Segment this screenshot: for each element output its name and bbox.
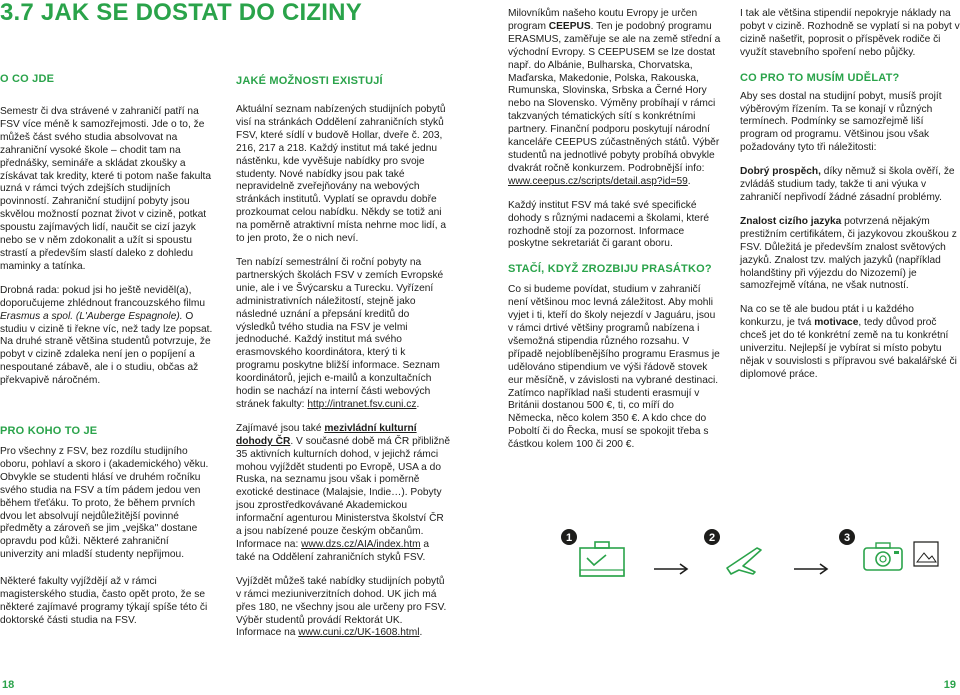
paragraph: Aktuální seznam nabízených studijních pobytů visí na stránkách Oddělení zahraničních styků FSV, které sídlí v budově Hollar, dveře č. 203, 216, 217 a 218. Každý institut má také jednu nástěnku, kde vyvěšuje nabídky pro svoje studenty. Nové nabídky jsou pak také nepravidelně zveřejňovány na webových stránkách institutů. Vyplatí se opravdu dobře prozkoumat celou nabídku. Někdy se totiž ani na poměrně atraktivní místa nehrne moc lidí, a to jen proto, že o nich neví. bbox=[236, 104, 447, 245]
step-number: 2 bbox=[708, 532, 716, 544]
step-number: 1 bbox=[565, 532, 573, 544]
paragraph: Ten nabízí semestrální či roční pobyty na partnerských školách FSV v zemích Evropské unie, ale i ve Švýcarsku a Turecku. Vyřízení administrativních náležitostí, stejně jako následné uznání a přepsání kreditů do výsledků tvého studia na FSV je velmi jednoduché. Každý institut má svého erasmovského koordinátora, který ti k programu poskytne bližší informace. Seznam koordinátorů, jejich e-mailů a konzultačních hodin se nachází na interní části webových stránek fakulty: http://intranet.fsv.cuni.cz. bbox=[236, 256, 444, 410]
paragraph: Na co se tě ale budou ptát i u každého konkurzu, je tvá motivace, tedy důvod proč chceš jet do té konkrétní země na tu konkrétní univerzitu. Nejlepší je vybírat si místo pobytu nějak v souvislosti s přípravou své bakalářské či diplomové práce. bbox=[740, 304, 957, 380]
paragraph: Aby ses dostal na studijní pobyt, musíš projít výběrovým řízením. Ta se konají v různých termínech. Podmínky se samozřejmě liší program od programu. Většinou jsou však požadovány tyto tři náležitosti: bbox=[740, 90, 942, 154]
suitcase-icon bbox=[560, 528, 650, 594]
heading-pro-koho-to-je: PRO KOHO TO JE bbox=[0, 425, 98, 438]
paragraph: Dobrý prospěch, díky němuž si škola ověří, že zvládáš studium tady, takže ti ani výuka v zahraničí nepřivodí žádné zásadní problémy. bbox=[740, 166, 955, 203]
heading-jake-moznosti: JAKÉ MOŽNOSTI EXISTUJÍ bbox=[236, 75, 383, 87]
paragraph: Drobná rada: pokud jsi ho ještě neviděl(a), doporučujeme zhlédnout francouzského filmu Erasmus a spol. (L'Auberge Espagnole). O studiu v cizině ti řekne víc, než tady lze popsat. Na druhé straně většina studentů potvrzuje, že pobyt v cizině zdaleka není jen o popíjení a nespoutané zábavě, ale i o studiu, občas až překvapivě náročném. bbox=[0, 284, 213, 387]
column-4 bbox=[740, 8, 960, 393]
dzs-link[interactable]: www.dzs.cz/AIA/index.htm bbox=[301, 539, 421, 550]
paragraph: Semestr či dva strávené v zahraničí patří na FSV více méně k samozřejmosti. Jde o to, že můžeš část svého studia absolvovat na zahraniční vysoké škole – chodit tam na přednášky, semináře a skládat zkoušky a získávat tak kredity, které ti potom naše fakulta uzná v rámci tvých zdejších studijních povinností. Zahraniční studijní pobyty jsou skvělou možností poznat život v cizině, potkat spoustu zajímavých lidí, naučit se cizí jazyk nebo se v něm zdokonalit a užít si spoustu strastí a především slastí daleko z dohledu maminky a tatínka. bbox=[0, 106, 212, 272]
paragraph: Znalost cizího jazyka potvrzená nějakým prestižním certifikátem, či jazykovou zkouškou z FSV. Důležitá je především znalost světových jazyků. Znalost tzv. malých jazyků (například holandštiny při výjezdu do Nizozemí) je samozřejmě vítána, ne však nutností. bbox=[740, 215, 957, 292]
page-number-left: 18 bbox=[2, 679, 15, 691]
paragraph: Některé fakulty vyjíždějí až v rámci magisterského studia, často opět proto, že se některé zajímavé programy týkají spíše této či doktorské části studia na FSV. bbox=[0, 576, 208, 626]
step-number: 3 bbox=[843, 532, 851, 544]
heading-co-pro-to-musim: CO PRO TO MUSÍM UDĚLAT? bbox=[740, 71, 900, 84]
cuni-link[interactable]: www.cuni.cz/UK-1608.html bbox=[298, 627, 420, 639]
arrow-icon bbox=[654, 563, 690, 575]
heading-staci-kdyz: STAČÍ, KDYŽ ZROZBIJU PRASÁTKO? bbox=[508, 263, 712, 276]
step-2 bbox=[703, 528, 793, 594]
paragraph: Každý institut FSV má také své specifické dohody s různými nadacemi a školami, které rozhodně stojí za pozornost. Informace poskytne sekretariát či garant oboru. bbox=[508, 199, 710, 250]
step-3 bbox=[838, 528, 948, 594]
paragraph: Milovníkům našeho koutu Evropy je určen program CEEPUS. Ten je podobný programu ERASMUS, zaměřuje se ale na země střední a východní Evropy. S CEEPUSEM se lze dostat např. do Albánie, Bulharska, Chorvatska, Maďarska, Makedonie, Polska, Rakouska, Rumunska, Slovinska, Srbska a Černé Hory nebo na Slovensko. Výměny probíhají v rámci takzvaných tématických sítí s konkrétními partnery. Finanční podporu poskytují národní kanceláře CEEPUS zúčastněných států. Výběr studentů na jednotlivé pobyty probíhá obvykle dvakrát ročně konkurzem. Podrobnější info: www.ceepus.cz/scripts/detail.asp?id=59. bbox=[508, 8, 721, 187]
paragraph: Co si budeme povídat, studium v zahraničí není většinou moc levná záležitost. Aby mohli vyjet i ti, kteří do školy nejezdí v Jaguáru, jsou v rámci drtivé většiny programů nabízena i všemožná stipendia různého rozsahu. V případě nejoblíbenějšího programu Erasmus je udělováno stipendium ve výši řádově stovek eur měsíčně, v závislosti na vybrané destinaci. Zatímco například naši studenti erasmují v Británii dostanou 500 €, ti, co míří do Německa, něco kolem 350 €. A kdo chce do Poboltí či do Řecka, musí se spokojit třeba s částkou kolem 100 či 200 €. bbox=[508, 284, 720, 451]
column-2 bbox=[236, 74, 450, 651]
paragraph: I tak ale většina stipendií nepokryje náklady na pobyt v cizině. Rozhodně se vyplatí si na pobyt v cizině našetřit, poprosit o příspěvek rodiče či využít stavebního spoření nebo půjčky. bbox=[740, 8, 960, 58]
paragraph: Zajímavé jsou také mezivládní kulturní dohody ČR. V současné době má ČR přibližně 35 aktivních kulturních dohod, v jejichž rámci mohou vyjíždět studenti po Evropě, USA a do Ruska, na seznamu jsou však i poměrně exotické destinace (Malajsie, Indie…). Pobyty jsou zprostředkovávané Akademickou informační agenturou Ministerstva školství ČR a jsou nabízené pouze českým občanům. Informace na: www.dzs.cz/AIA/index.htm a také na Oddělení zahraničních styků FSV. bbox=[236, 422, 451, 563]
column-3 bbox=[508, 8, 722, 463]
step-1 bbox=[560, 528, 650, 594]
paragraph: Pro všechny z FSV, bez rozdílu studijního oboru, pohlaví a skoro i (akademického) věku. Obvykle se studenti hlásí ve druhém ročníku svého studia na FSV a tím pádem jedou ven během třeťáku. To proto, že během prvních dvou let absolvují nejdůležitější povinné předměty a zároveň se jim „vejška" dostane opravdu pod kůži. Některé zahraniční univerzity ani mladší studenty nepřijmou. bbox=[0, 446, 209, 561]
intranet-link[interactable]: http://intranet.fsv.cuni.cz bbox=[307, 398, 417, 410]
heading-o-co-jde: O CO JDE bbox=[0, 73, 55, 85]
page-title: 3.7 JAK SE DOSTAT DO CIZINY bbox=[0, 0, 362, 26]
paragraph: Vyjíždět můžeš také nabídky studijních pobytů v rámci meziuniverzitních dohod. UK jich má přes 180, ne všechny jsou ale určeny pro FSV. Výběr studentů provádí Rektorát UK. Informace na www.cuni.cz/UK-1608.html. bbox=[236, 575, 447, 639]
ceepus-link[interactable]: www.ceepus.cz/scripts/detail.asp?id=59 bbox=[508, 175, 688, 187]
page-number-right: 19 bbox=[943, 679, 956, 691]
airplane-icon bbox=[703, 528, 793, 594]
camera-icon bbox=[838, 528, 948, 594]
arrow-icon bbox=[794, 563, 830, 575]
column-1 bbox=[0, 72, 214, 639]
